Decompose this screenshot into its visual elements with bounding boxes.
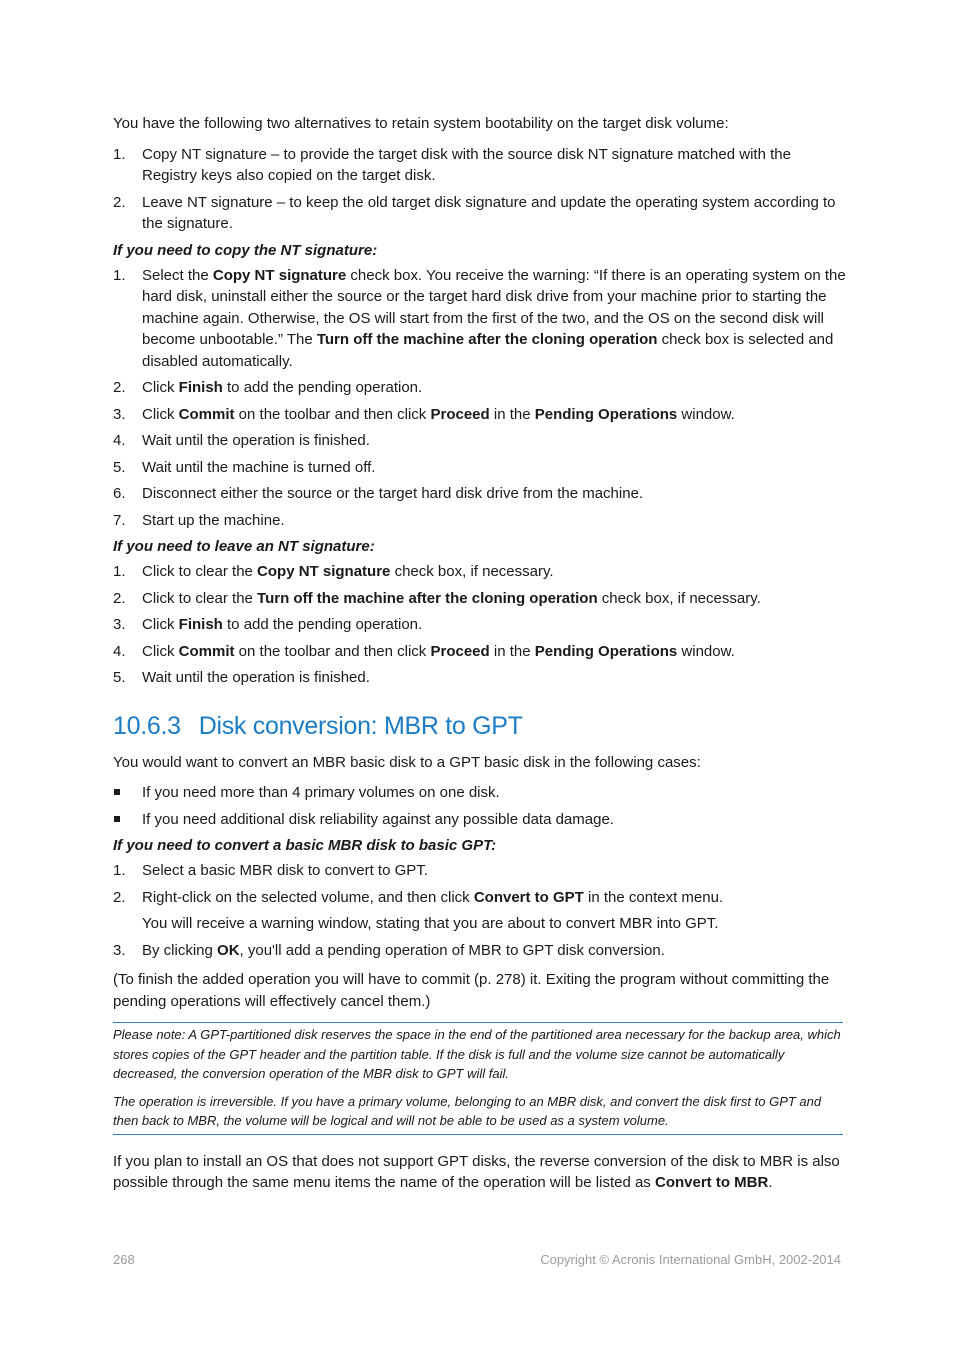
list-item: 5. Wait until the operation is finished. bbox=[113, 669, 370, 686]
list-item: 1. Select a basic MBR disk to convert to GPT. bbox=[113, 862, 428, 879]
list-item: 2. Click to clear the Turn off the machine after the cloning operation check box, if necessary. bbox=[113, 589, 761, 607]
leave-signature-steps bbox=[113, 561, 846, 689]
document-body bbox=[113, 113, 846, 1203]
alternatives-list bbox=[113, 144, 846, 235]
copy-signature-heading: If you need to copy the NT signature: bbox=[113, 241, 378, 259]
gpt-intro-paragraph: You would want to convert an MBR basic disk to a GPT basic disk in the following cases: bbox=[113, 753, 701, 771]
list-item: 2. Click Finish to add the pending operation. bbox=[113, 379, 423, 396]
list-item: If you need more than 4 primary volumes on one disk. bbox=[113, 782, 846, 804]
list-item: If you need additional disk reliability against any possible data damage. bbox=[113, 809, 846, 831]
section-title: Disk conversion: MBR to GPT bbox=[198, 711, 523, 740]
list-item: 2. Right-click on the selected volume, and then click Convert to GPT in the context menu. bbox=[113, 888, 724, 906]
list-item: 2. Leave NT signature – to keep the old target disk signature and update the operating system according to the signature. bbox=[113, 193, 836, 232]
list-item: 3. By clicking OK, you'll add a pending operation of MBR to GPT disk conversion. bbox=[113, 941, 665, 959]
list-item: 5. Wait until the machine is turned off. bbox=[113, 458, 376, 476]
convert-steps bbox=[113, 860, 846, 908]
convert-steps-continued bbox=[113, 940, 846, 962]
note-paragraph: Please note: A GPT-partitioned disk reserves the space in the end of the partitioned area necessary for the backup area, which stores copies of the GPT header and the partition table. If the disk is full and the volume size cannot be automatically decreased, the conversion operation of the MBR disk to GPT will fail. bbox=[113, 1027, 841, 1081]
list-item: 6. Disconnect either the source or the target hard disk drive from the machine. bbox=[113, 485, 644, 502]
list-item: 1. Click to clear the Copy NT signature check box, if necessary. bbox=[113, 563, 554, 580]
leave-signature-heading: If you need to leave an NT signature: bbox=[113, 538, 375, 555]
section-heading bbox=[113, 711, 846, 741]
page-number: 268 bbox=[113, 1252, 135, 1267]
convert-heading: If you need to convert a basic MBR disk to basic GPT: bbox=[113, 837, 497, 854]
list-item: 1. Copy NT signature – to provide the target disk with the source disk NT signature matched with the Registry keys also copied on the target disk. bbox=[113, 145, 791, 184]
list-item: 1. Select the Copy NT signature check box. You receive the warning: “If there is an operating system on the hard disk, uninstall either the source or the target hard disk drive from your machine prior to starting the machine again. Otherwise, the OS will start from the first of the two, and the OS on the second disk will become unbootable.” The Turn off the machine after the cloning operation check box is selected and disabled automatically. bbox=[113, 266, 846, 370]
page-footer bbox=[113, 1252, 841, 1267]
finish-note: (To finish the added operation you will have to commit (p. 278) it. Exiting the program without committing the pending operations will effectively cancel them.) bbox=[113, 971, 830, 1010]
final-paragraph: If you plan to install an OS that does not support GPT disks, the reverse conversion of the disk to MBR is also possible through the same menu items the name of the operation will be listed as Convert to MBR. bbox=[113, 1152, 840, 1191]
list-item: 3. Click Commit on the toolbar and then click Proceed in the Pending Operations window. bbox=[113, 405, 735, 423]
warning-info: You will receive a warning window, stating that you are about to convert MBR into GPT. bbox=[142, 915, 719, 932]
section-number: 10.6.3 bbox=[113, 711, 181, 740]
list-item: 4. Click Commit on the toolbar and then click Proceed in the Pending Operations window. bbox=[113, 642, 735, 660]
list-item: 3. Click Finish to add the pending operation. bbox=[113, 616, 423, 633]
copy-signature-steps bbox=[113, 265, 846, 532]
note-box bbox=[113, 1022, 843, 1135]
list-item: 4. Wait until the operation is finished. bbox=[113, 432, 370, 449]
intro-paragraph: You have the following two alternatives to retain system bootability on the target disk volume: bbox=[113, 115, 729, 132]
note-paragraph: The operation is irreversible. If you have a primary volume, belonging to an MBR disk, and convert the disk first to GPT and then back to MBR, the volume will be logical and will not be able to be used as a system volume. bbox=[113, 1093, 822, 1128]
cases-list bbox=[113, 782, 846, 830]
bullet-marker bbox=[114, 789, 120, 795]
bullet-marker bbox=[114, 816, 120, 822]
copyright-text: Copyright © Acronis International GmbH, 2002-2014 bbox=[540, 1252, 841, 1267]
list-item: 7. Start up the machine. bbox=[113, 511, 285, 529]
